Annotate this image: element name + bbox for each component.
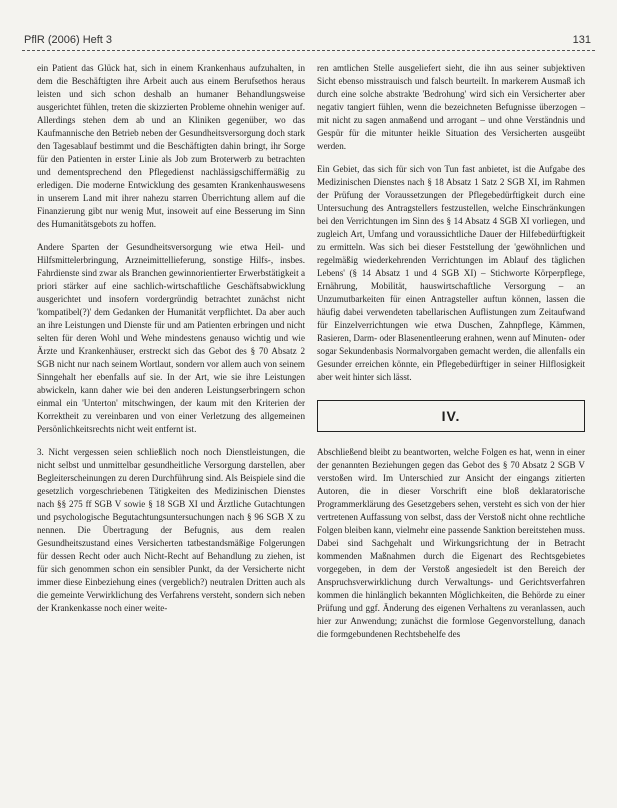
header-rule (22, 50, 595, 51)
page-number: 131 (572, 34, 591, 46)
left-column (37, 62, 305, 615)
paragraph: ren amtlichen Stelle ausgeliefert sieht, die ihn aus seiner subjektiven Sicht ebenso misstrauisch und falsch beurteilt. In markerem Ausmaß ich durch eine solche abstrakte 'Bedrohung' wird sich ein Versicherter aber negativ tangiert fühlen, wenn die bezeichneten Befugnisse überzogen – mit nicht zu sagen anmaßend und arrogant – und ohne Verständnis und Gespür für die mitunter heikle Situation des Versicherten ausgeübt werden. (317, 63, 585, 151)
paragraph: Abschließend bleibt zu beantworten, welche Folgen es hat, wenn in einer der genannten Beziehungen gegen das Gebot des § 70 Absatz 2 SGB V verstoßen wird. Im Unterschied zur Ansicht der eingangs zitierten Autoren, die in dieser Vorschrift eine bloß deklaratorische Programmerklärung des Gesetzgebers sehen, versteht es sich von der hier vertretenen Auffassung von selbst, dass der Verstoß nicht ohne rechtliche Folgen bleiben kann, vielmehr eine passende Sanktion bereitstehen muss. Dabei sind Sachgehalt und Wirkungsrichtung der in Betracht kommenden Maßnahmen durch die Eigenart des Rechtsgebietes vorgegeben, in dem der Verstoß angesiedelt ist den Bereich der Anspruchsverwirklichung durch Verwaltungs- und Gerichtsverfahren kommen die hinlänglich bekannten Möglichkeiten, die Behörde zu einer Prüfung und ggf. Änderung des eigenen Verhaltens zu veranlassen, auch hier zur Anwendung; zunächst die formlose Gegenvorstellung, danach die formgebundenen Rechtsbehelfe des (317, 447, 585, 639)
paragraph: Ein Gebiet, das sich für sich von Tun fast anbietet, ist die Aufgabe des Medizinischen Dienstes nach § 18 Absatz 1 Satz 2 SGB XI, im Rahmen der Prüfung der Voraussetzungen der Pflegebedürftigkeit durch eine Untersuchung des Antragstellers festzustellen, welche Einschränkungen bei den Verrichtungen im Sinn des § 14 Absatz 4 SGB XI vorliegen, und zugleich Art, Umfang und voraussichtliche Dauer der Hilfebedürftigkeit zu ermitteln. Was sich bei dieser Feststellung der 'gewöhnlichen und regelmäßig wiederkehrenden Verrichtungen im Ablauf des täglichen Lebens' (§ 14 Absatz 1 und 4 SGB XI) – Stichworte Körperpflege, Ernährung, Mobilität, hauswirtschaftliche Versorgung – an Unzumutbarkeiten für einen Antragsteller auftun können, lassen die häufig dabei verwendeten tabellarischen Auflistungen zum Zeitaufwand für Einzelverrichtungen wie etwa Duschen, Zahnpflege, Kämmen, Rasieren, Darm- oder Blasenentleerung erahnen, wenn auf Minuten- oder sogar Sekundenbasis Normalvorgaben gemacht werden, die allenfalls ein Gesunder erreichen könnte, ein Pflegebedürftiger in seiner Hilflosigkeit aber weit hinter sich lässt. (317, 164, 585, 382)
paragraph: 3. Nicht vergessen seien schließlich noch noch Dienstleistungen, die nicht selbst und unmittelbar gesundheitliche Versorgung darstellen, aber Begleiterscheinungen zu deren Durchführung sind. Als Beispiele sind die gesetzlich vorgeschriebenen Tätigkeiten des Medizinischen Dienstes nach §§ 275 ff SGB V sowie § 18 SGB XI und Ärztliche Gutachtungen und psychologische Begutachtungsuntersuchungen nach § 96 SGB X zu nennen. Die Übertragung der Befugnis, aus dem realen Gesundheitszustand eines Versicherten tatbestandsmäßige Folgerungen für dessen Recht oder auch Nicht-Recht auf Behandlung zu ziehen, ist für sich genommen schon ein sensibler Punkt, da der Versicherte nicht immer diese Einbeziehung eines (vergeblich?) neutralen Dritten auch als die gemeinte Verwirklichung des Verfahrens versteht, sondern sich neben der Krankenkasse noch einer weite- (37, 447, 305, 613)
paragraph: Andere Sparten der Gesundheitsversorgung wie etwa Heil- und Hilfsmittelerbringung, Arzneimittellieferung, sonstige Hilfs-, insbes. Fahrdienste sind zwar als Branchen gewinnorientierter Erwerbstätigkeit a priori stärker auf eine sachlich-wirtschaftliche Geschäftsabwicklung ausgerichtet und insofern vordergründig betrachtet zunächst nicht 'kompatibel(?)' dem Gedanken der Humanität verpflichtet. Da aber auch an ihre Leistungen und Dienste für und am Patienten erbringen und nicht selten für deren Wohl und Wehe mindestens genauso wichtig und wie Ärzte und Krankenhäuser, erstreckt sich das Gebot des § 70 Absatz 2 SGB nicht nur nach seinem Wortlaut, sondern vor allem auch von seinem Sinngehalt her ebenfalls auf sie. In der Art, wie sie ihre Leistungen abwickeln, kann daher wie bei den anderen Leistungserbringern schon einmal ein 'Unterton' mitschwingen, der kaum mit den Kriterien der Korrektheit zu vereinbaren und von einer Verletzung des allgemeinen Persönlichkeitsrechts nicht weit entfernt ist. (37, 242, 305, 434)
page-header (22, 30, 595, 50)
paragraph: ein Patient das Glück hat, sich in einem Krankenhaus aufzuhalten, in dem die Beschäftigten ihre Arbeit auch aus einem Berufsethos heraus leisten und sich schon deshalb an humaner Behandlungsweise ausgerichtet fühlen, treten die skizzierten Probleme ohnehin weniger auf. Allerdings stehen dem ab und an Kliniken gegenüber, wo das Kaufmannische den Betrieb neben der Gesundheitsversorgung doch stark den Tagesablauf bestimmt und die Beschäftigten dahin bringt, ihr Sorge für den Patienten in erster Linie als Job zum Broterwerb zu betrachten und dementsprechend den Pflegedienst nachlässigschiffermäßig zu erledigen. Die moderne Entwicklung des gesamten Krankenhauswesens in unserem Land mit ihrer nahezu starren Überrichtung allem auf die Finanzierung gibt nur wenig Mut, insoweit auf eine Besserung im Sinn des Humanitätsgebots zu hoffen. (37, 63, 305, 229)
section-heading-label: IV. (441, 407, 461, 424)
right-column (317, 62, 585, 641)
section-heading (317, 400, 585, 432)
journal-title: PflR (2006) Heft 3 (24, 34, 113, 46)
